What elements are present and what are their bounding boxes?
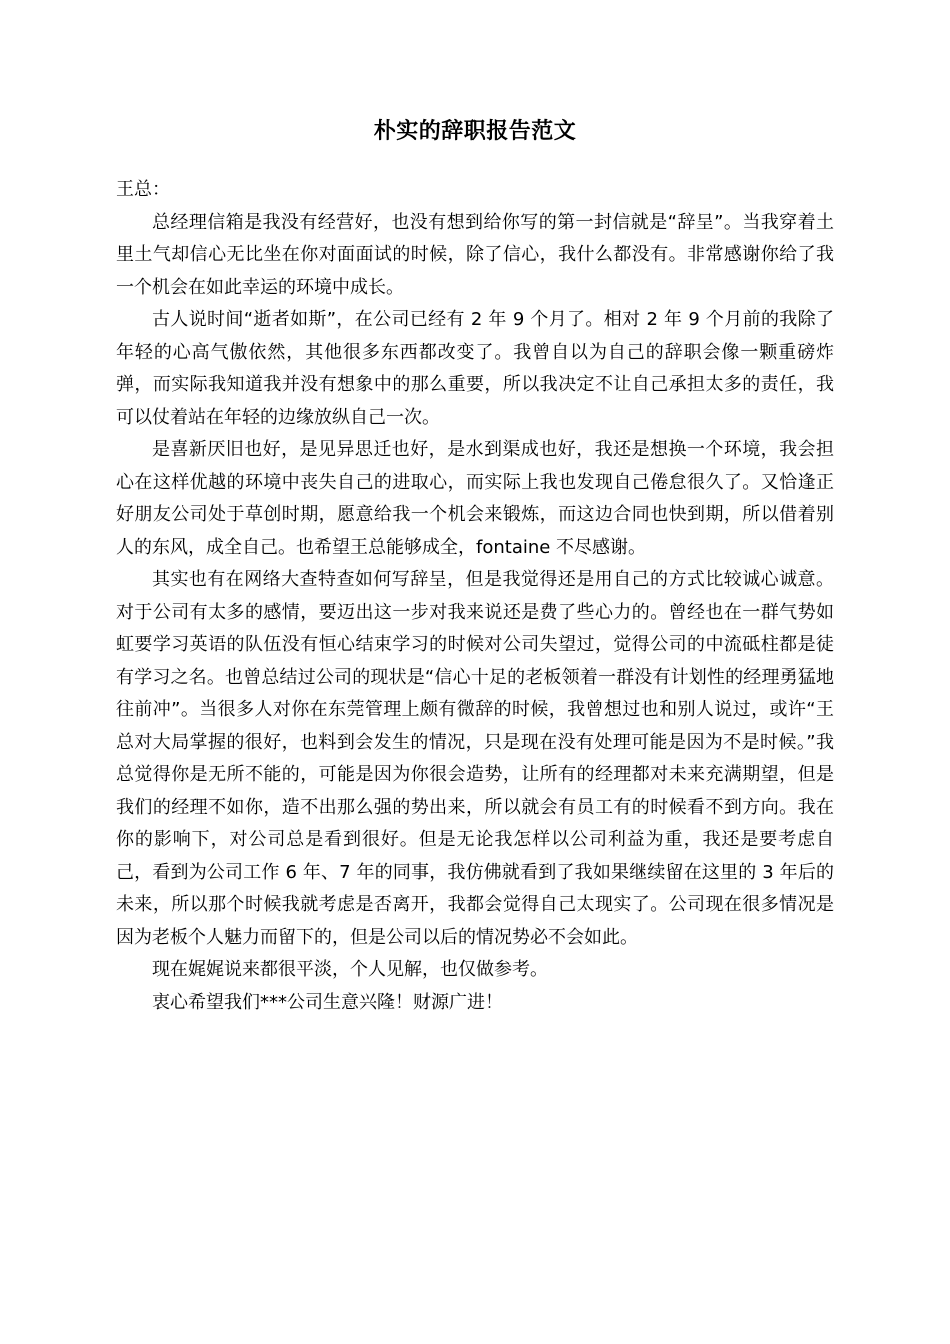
paragraph-5: 现在娓娓说来都很平淡，个人见解，也仅做参考。 — [152, 959, 548, 980]
document-title: 朴实的辞职报告范文 — [373, 119, 577, 144]
paragraph-1: 总经理信箱是我没有经营好，也没有想到给你写的第一封信就是“辞呈”。当我穿着土里土气却信心无比坐在你对面面试的时候，除了信心，我什么都没有。非常感谢你给了我一个机会在如此幸运的环境中成长。 — [116, 211, 834, 298]
paragraph-6: 衷心希望我们***公司生意兴隆！财源广进！ — [152, 991, 503, 1013]
paragraph-4: 其实也有在网络大查特查如何写辞呈，但是我觉得还是用自己的方式比较诚心诚意。对于公司有太多的感情，要迈出这一步对我来说还是费了些心力的。曾经也在一群气势如虹要学习英语的队伍没有恒心结束学习的时候对公司失望过，觉得公司的中流砥柱都是徒有学习之名。也曾总结过公司的现状是“信心十足的老板领着一群没有计划性的经理勇猛地往前冲”。当很多人对你在东莞管理上颇有微辞的时候，我曾想过也和别人说过，或许“王总对大局掌握的很好，也料到会发生的情况，只是现在没有处理可能是因为不是时候。”我总觉得你是无所不能的，可能是因为你很会造势，让所有的经理都对未来充满期望，但是我们的经理不如你，造不出那么强的势出来，所以就会有员工有的时候看不到方向。我在你的影响下，对公司总是看到很好。但是无论我怎样以公司利益为重，我还是要考虑自己，看到为公司工作 6 年、7 年的同事，我仿佛就看到了我如果继续留在这里的 3 年后的未来，所以那个时候我就考虑是否离开，我都会觉得自己太现实了。公司现在很多情况是因为老板个人魅力而留下的，但是公司以后的情况势必不会如此。 — [116, 569, 834, 948]
paragraph-2: 古人说时间“逝者如斯”，在公司已经有 2 年 9 个月了。相对 2 年 9 个月前的我除了年轻的心高气傲依然，其他很多东西都改变了。我曾自以为自己的辞职会像一颗重磅炸弹，而实际我知道我并没有想象中的那么重要，所以我决定不让自己承担太多的责任，我可以仗着站在年轻的边缘放纵自己一次。 — [116, 309, 834, 428]
document-page — [116, 112, 834, 1019]
paragraph-3: 是喜新厌旧也好，是见异思迁也好，是水到渠成也好，我还是想换一个环境，我会担心在这样优越的环境中丧失自己的进取心，而实际上我也发现自己倦怠很久了。又恰逢正好朋友公司处于草创时期，愿意给我一个机会来锻炼，而这边合同也快到期，所以借着别人的东风，成全自己。也希望王总能够成全，fontaine 不尽感谢。 — [116, 439, 834, 558]
salutation: 王总： — [116, 179, 170, 200]
